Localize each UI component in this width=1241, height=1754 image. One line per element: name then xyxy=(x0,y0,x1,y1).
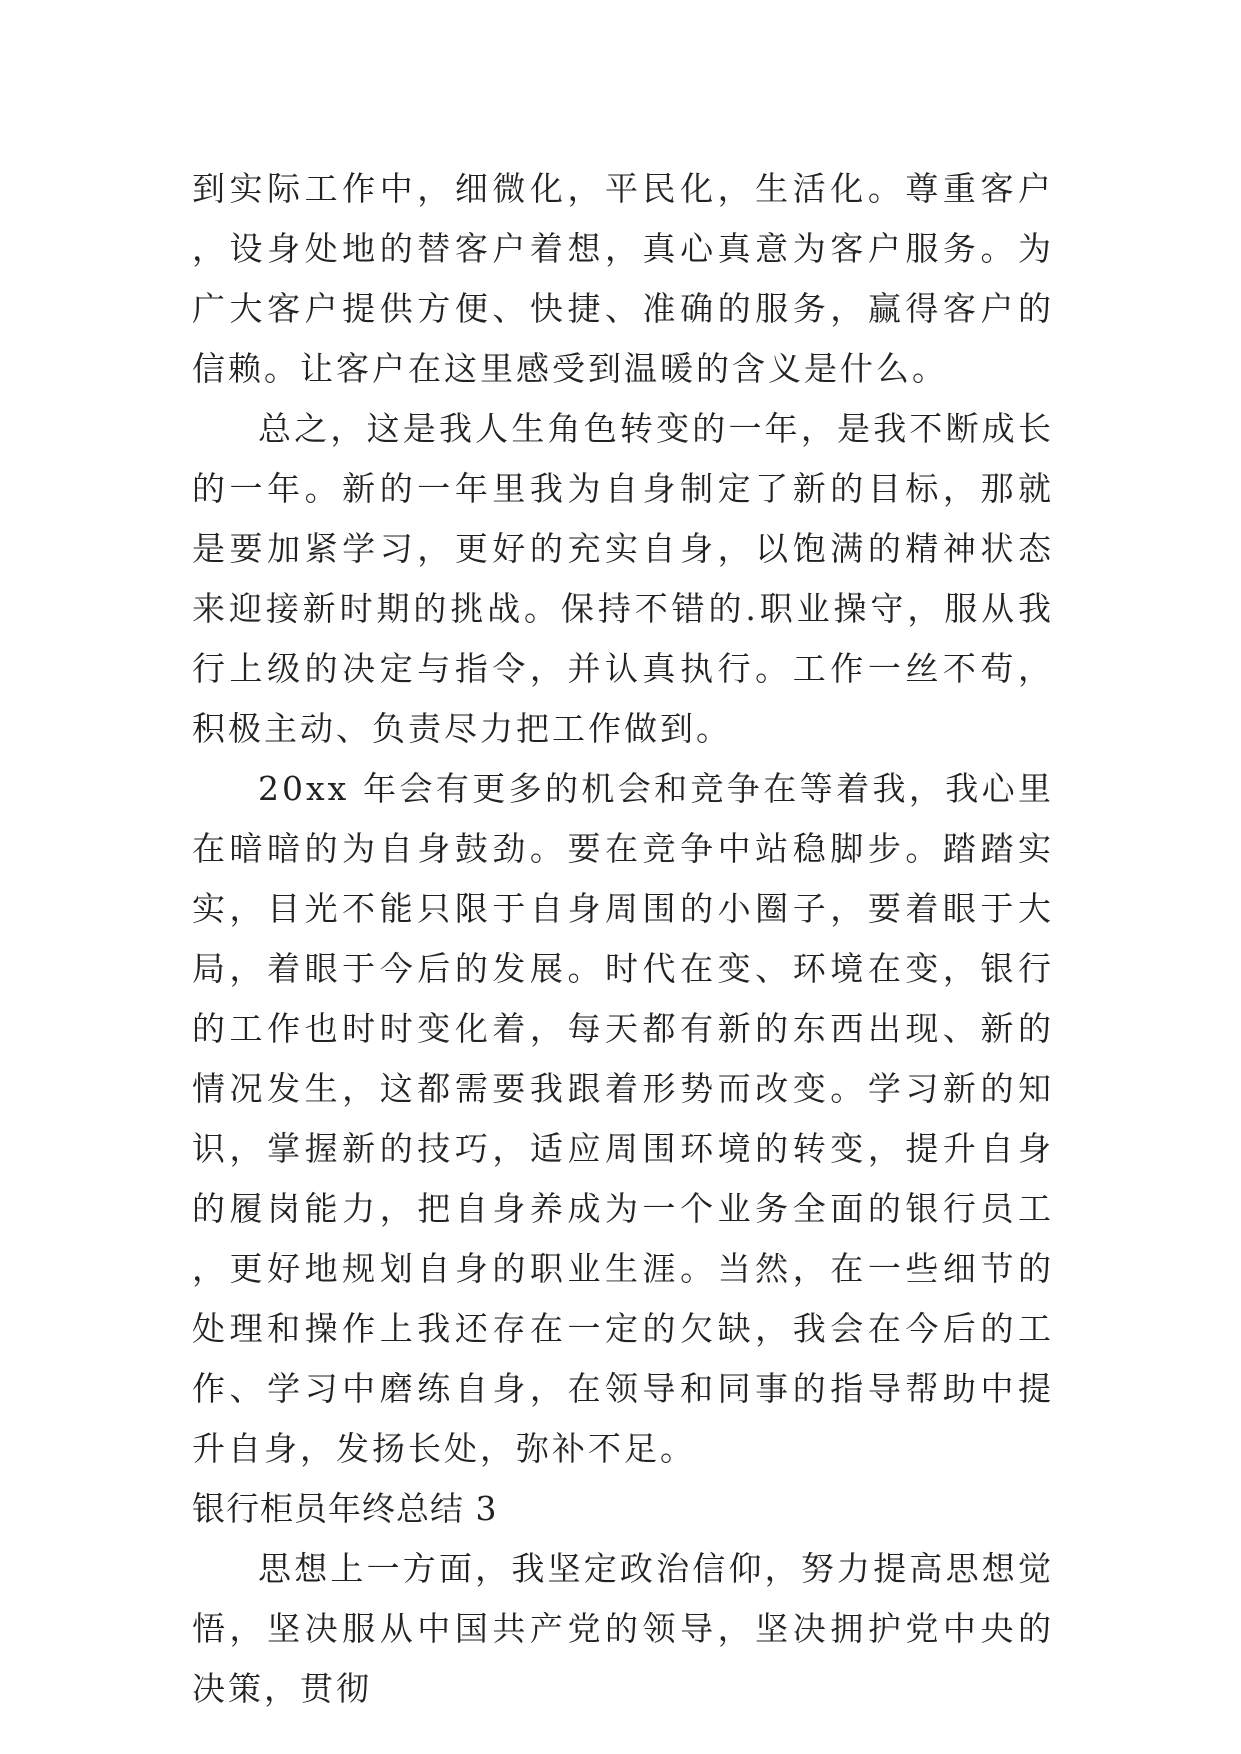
section-heading: 银行柜员年终总结 3 xyxy=(192,1489,498,1528)
paragraph-summary: 总之，这是我人生角色转变的一年，是我不断成长的一年。新的一年里我为自身制定了新的目标，那就是要加紧学习，更好的充实自身，以饱满的精神状态来迎接新时期的挑战。保持不错的.职业操守，服从我行上级的决定与指令，并认真执行。工作一丝不苟，积极主动、负责尽力把工作做到。 xyxy=(192,409,1054,748)
paragraph-ideology: 思想上一方面，我坚定政治信仰，努力提高思想觉悟，坚决服从中国共产党的领导，坚决拥护党中央的决策，贯彻 xyxy=(192,1549,1054,1708)
paragraph-continued: 到实际工作中，细微化，平民化，生活化。尊重客户，设身处地的替客户着想，真心真意为客户服务。为广大客户提供方便、快捷、准确的服务，赢得客户的信赖。让客户在这里感受到温暖的含义是什么。 xyxy=(192,169,1054,388)
paragraph-outlook: 20xx 年会有更多的机会和竞争在等着我，我心里在暗暗的为自身鼓劲。要在竞争中站稳脚步。踏踏实实，目光不能只限于自身周围的小圈子，要着眼于大局，着眼于今后的发展。时代在变、环境在变，银行的工作也时时变化着，每天都有新的东西出现、新的情况发生，这都需要我跟着形势而改变。学习新的知识，掌握新的技巧，适应周围环境的转变，提升自身的履岗能力，把自身养成为一个业务全面的银行员工，更好地规划自身的职业生涯。当然，在一些细节的处理和操作上我还存在一定的欠缺，我会在今后的工作、学习中磨练自身，在领导和同事的指导帮助中提升自身，发扬长处，弥补不足。 xyxy=(192,769,1054,1468)
document-body xyxy=(192,159,1054,1719)
